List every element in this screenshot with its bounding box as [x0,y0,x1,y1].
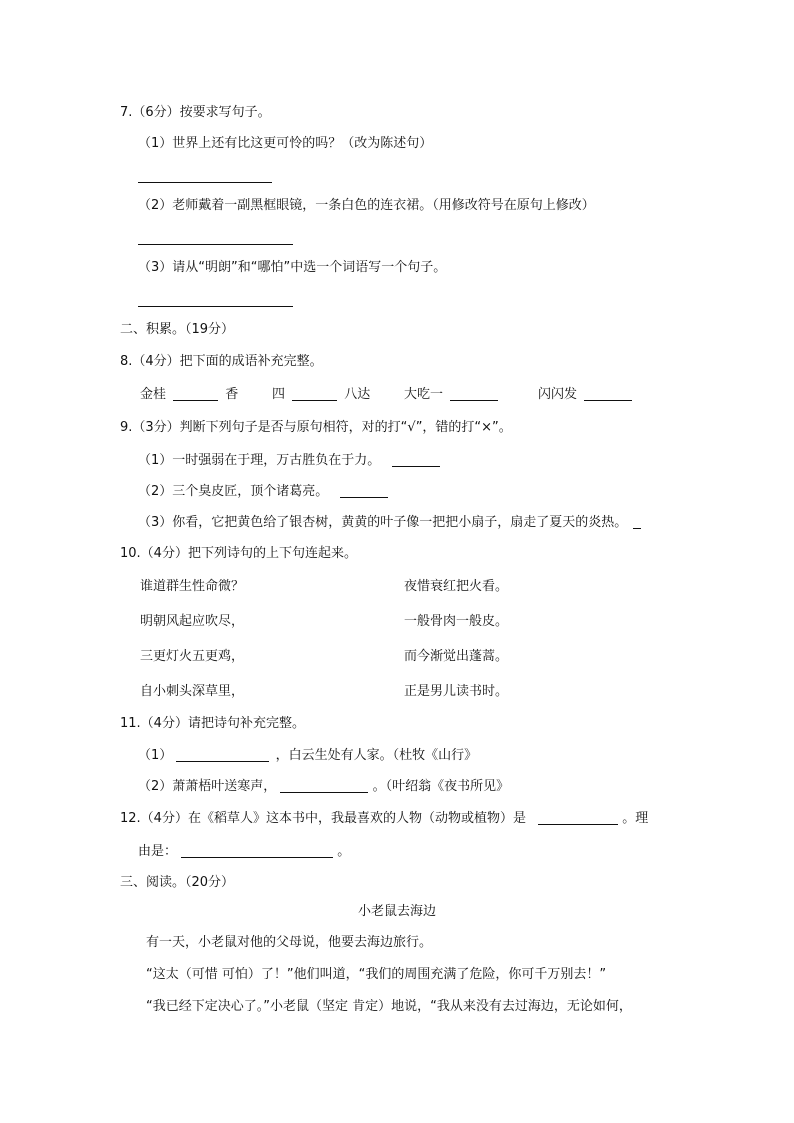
q12-line-1 [120,810,648,828]
q12-line-2-text: 由是： [138,844,178,859]
passage-paragraph-2: “这太（可惜 可怕）了！”他们叫道，“我们的周围充满了危险，你可千万别去！” [146,967,607,982]
q7-sub2: （2）老师戴着一副黑框眼镜，一条白色的连衣裙。（用修改符号在原句上修改） [138,198,595,213]
q10-right-3[interactable]: 而今渐觉出蓬蒿。 [404,649,509,664]
q8-idiom-4-pre: 闪闪发 [538,387,578,402]
q8-idiom-3-pre: 大吃一 [404,387,444,402]
q7-sub1: （1）世界上还有比这更可怜的吗？（改为陈述句） [138,136,433,151]
q9-sub1 [138,452,440,470]
q7-answer-line-1[interactable] [138,182,272,183]
q10-right-4[interactable]: 正是男儿读书时。 [404,684,509,699]
q7-sub3: （3）请从“明朗”和“哪怕”中选一个词语写一个句子。 [138,260,447,275]
q10-title: 10.（4分）把下列诗句的上下句连起来。 [120,546,357,561]
q10-right-2[interactable]: 一般骨肉一般皮。 [404,614,509,629]
q9-sub3 [138,514,641,532]
q8-idiom-1 [140,386,238,404]
q9-sub2-blank[interactable] [340,485,388,498]
q12-blank-1[interactable] [538,812,618,825]
q8-idiom-1-post: 香 [225,387,239,402]
q10-left-3[interactable]: 三更灯火五更鸡， [140,649,245,664]
q8-idiom-3 [404,386,501,404]
q10-right-1[interactable]: 夜惜衰红把火看。 [404,579,509,594]
q10-left-1[interactable]: 谁道群生性命微？ [140,579,245,594]
q12-line-1-text: 12.（4分）在《稻草人》这本书中，我最喜欢的人物（动物或植物）是 [120,811,526,826]
q8-idiom-4 [538,386,635,404]
q11-sub1 [138,747,477,765]
passage-title: 小老鼠去海边 [357,904,436,919]
q8-idiom-1-blank[interactable] [173,388,218,401]
passage-paragraph-1: 有一天，小老鼠对他的父母说，他要去海边旅行。 [146,935,433,950]
passage-paragraph-3: “我已经下定决心了。”小老鼠（坚定 肯定）地说，“我从来没有去过海边，无论如何， [146,999,632,1014]
q9-sub2 [138,483,388,501]
q11-sub1-blank[interactable] [176,749,269,762]
q11-sub2 [138,778,509,796]
q8-idiom-2 [272,386,370,404]
q11-sub2-blank[interactable] [280,780,368,793]
q10-left-4[interactable]: 自小刺头深草里， [140,684,245,699]
q9-sub1-text: （1）一时强弱在于理，万古胜负在于力。 [138,453,381,468]
q11-sub1-num: （1） [138,748,173,763]
q11-sub2-pre: （2）萧萧梧叶送寒声， [138,779,277,794]
q11-sub1-post: ，白云生处有人家。（杜牧《山行》 [275,748,478,763]
q9-sub2-text: （2）三个臭皮匠，顶个诸葛亮。 [138,484,329,499]
q8-idiom-2-pre: 四 [272,387,286,402]
q9-sub3-blank[interactable] [633,516,641,529]
q11-sub2-post: 。（叶绍翁《夜书所见》 [372,779,510,794]
section-3-heading: 三、阅读。（20分） [120,875,235,890]
q7-title: 7.（6分）按要求写句子。 [120,105,271,120]
q12-line-1-post: 。理 [622,811,649,826]
q8-idiom-2-post: 八达 [344,387,371,402]
q12-line-2 [138,843,350,861]
q10-left-2[interactable]: 明朝风起应吹尽， [140,614,245,629]
q9-sub3-text: （3）你看，它把黄色给了银杏树，黄黄的叶子像一把把小扇子，扇走了夏天的炎热。 [138,515,628,530]
q9-sub1-blank[interactable] [392,454,440,467]
q8-idiom-2-blank[interactable] [292,388,337,401]
q7-answer-line-3[interactable] [138,306,293,307]
q12-line-2-post: 。 [337,844,351,859]
q9-title: 9.（3分）判断下列句子是否与原句相符，对的打“√”，错的打“×”。 [120,420,512,435]
q12-blank-2[interactable] [181,845,333,858]
q8-idiom-4-blank[interactable] [584,388,632,401]
q8-title: 8.（4分）把下面的成语补充完整。 [120,354,323,369]
q8-idiom-1-pre: 金桂 [140,387,167,402]
q11-title: 11.（4分）请把诗句补充完整。 [120,716,305,731]
q7-answer-line-2[interactable] [138,244,293,245]
q8-idiom-3-blank[interactable] [450,388,498,401]
section-2-heading: 二、积累。（19分） [120,322,235,337]
